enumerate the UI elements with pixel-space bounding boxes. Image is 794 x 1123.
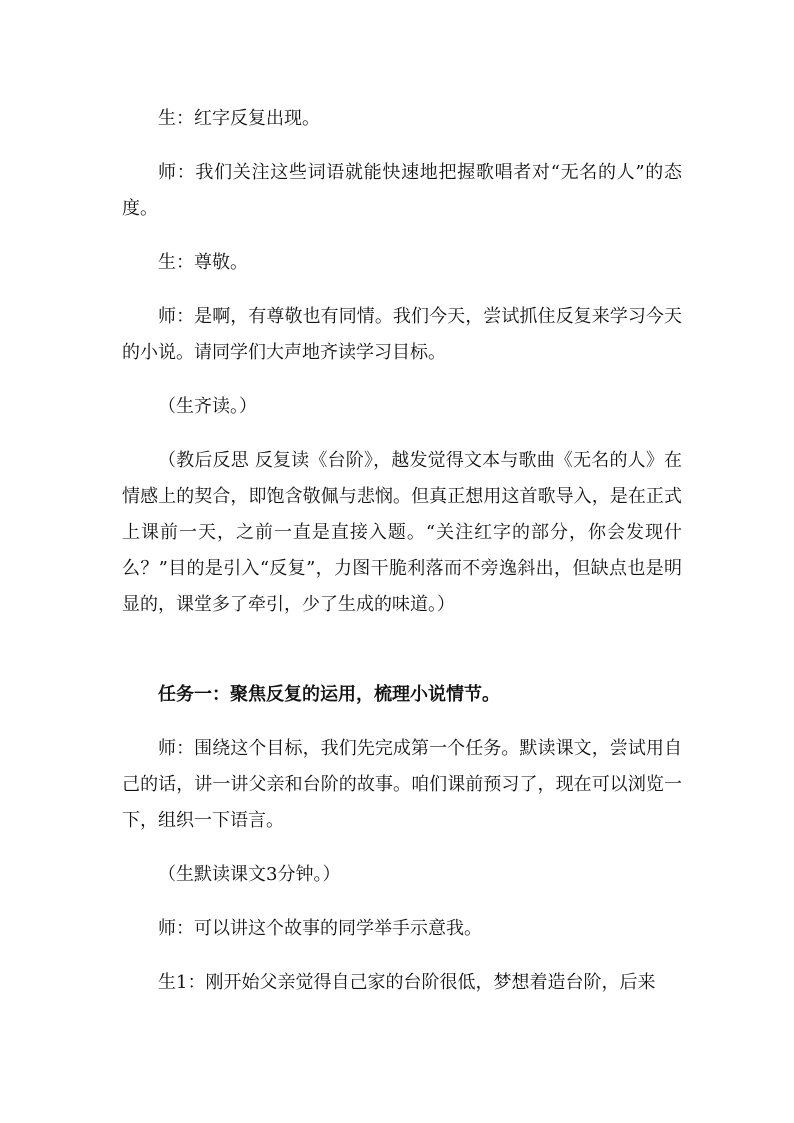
paragraph-teacher-goal: 师：是啊，有尊敬也有同情。我们今天，尝试抓住反复来学习今天的小说。请同学们大声地齐读学习目标。 <box>122 306 682 363</box>
paragraph-student-one: 生1：刚开始父亲觉得自己家的台阶很低，梦想着造台阶，后来 <box>158 972 656 993</box>
paragraph-teacher-attitude: 师：我们关注这些词语就能快速地把握歌唱者对“无名的人”的态度。 <box>122 162 682 219</box>
paragraph-silent-reading: （生默读课文3分钟。） <box>158 864 341 885</box>
paragraph-teacher-hands: 师：可以讲这个故事的同学举手示意我。 <box>158 918 482 939</box>
paragraph-teacher-task: 师：围绕这个目标，我们先完成第一个任务。默读课文，尝试用自己的话，讲一讲父亲和台阶的故事。咱们课前预习了，现在可以浏览一下，组织一下语言。 <box>122 738 682 831</box>
paragraph-students-read: （生齐读。） <box>158 396 257 417</box>
paragraph-student-respect: 生：尊敬。 <box>158 252 248 273</box>
task-one-heading: 任务一：聚焦反复的运用，梳理小说情节。 <box>158 684 500 705</box>
paragraph-student-red-words: 生：红字反复出现。 <box>158 108 320 129</box>
paragraph-reflection: （教后反思 反复读《台阶》，越发觉得文本与歌曲《无名的人》在情感上的契合，即饱含敬佩与悲悯。但真正想用这首歌导入，是在正式上课前一天，之前一直是直接入题。“关注红字的部分，你会发现什么？”目的是引入“反复”，力图干脆利落而不旁逸斜出，但缺点也是明显的，课堂多了牵引，少了生成的味道。） <box>122 450 682 615</box>
